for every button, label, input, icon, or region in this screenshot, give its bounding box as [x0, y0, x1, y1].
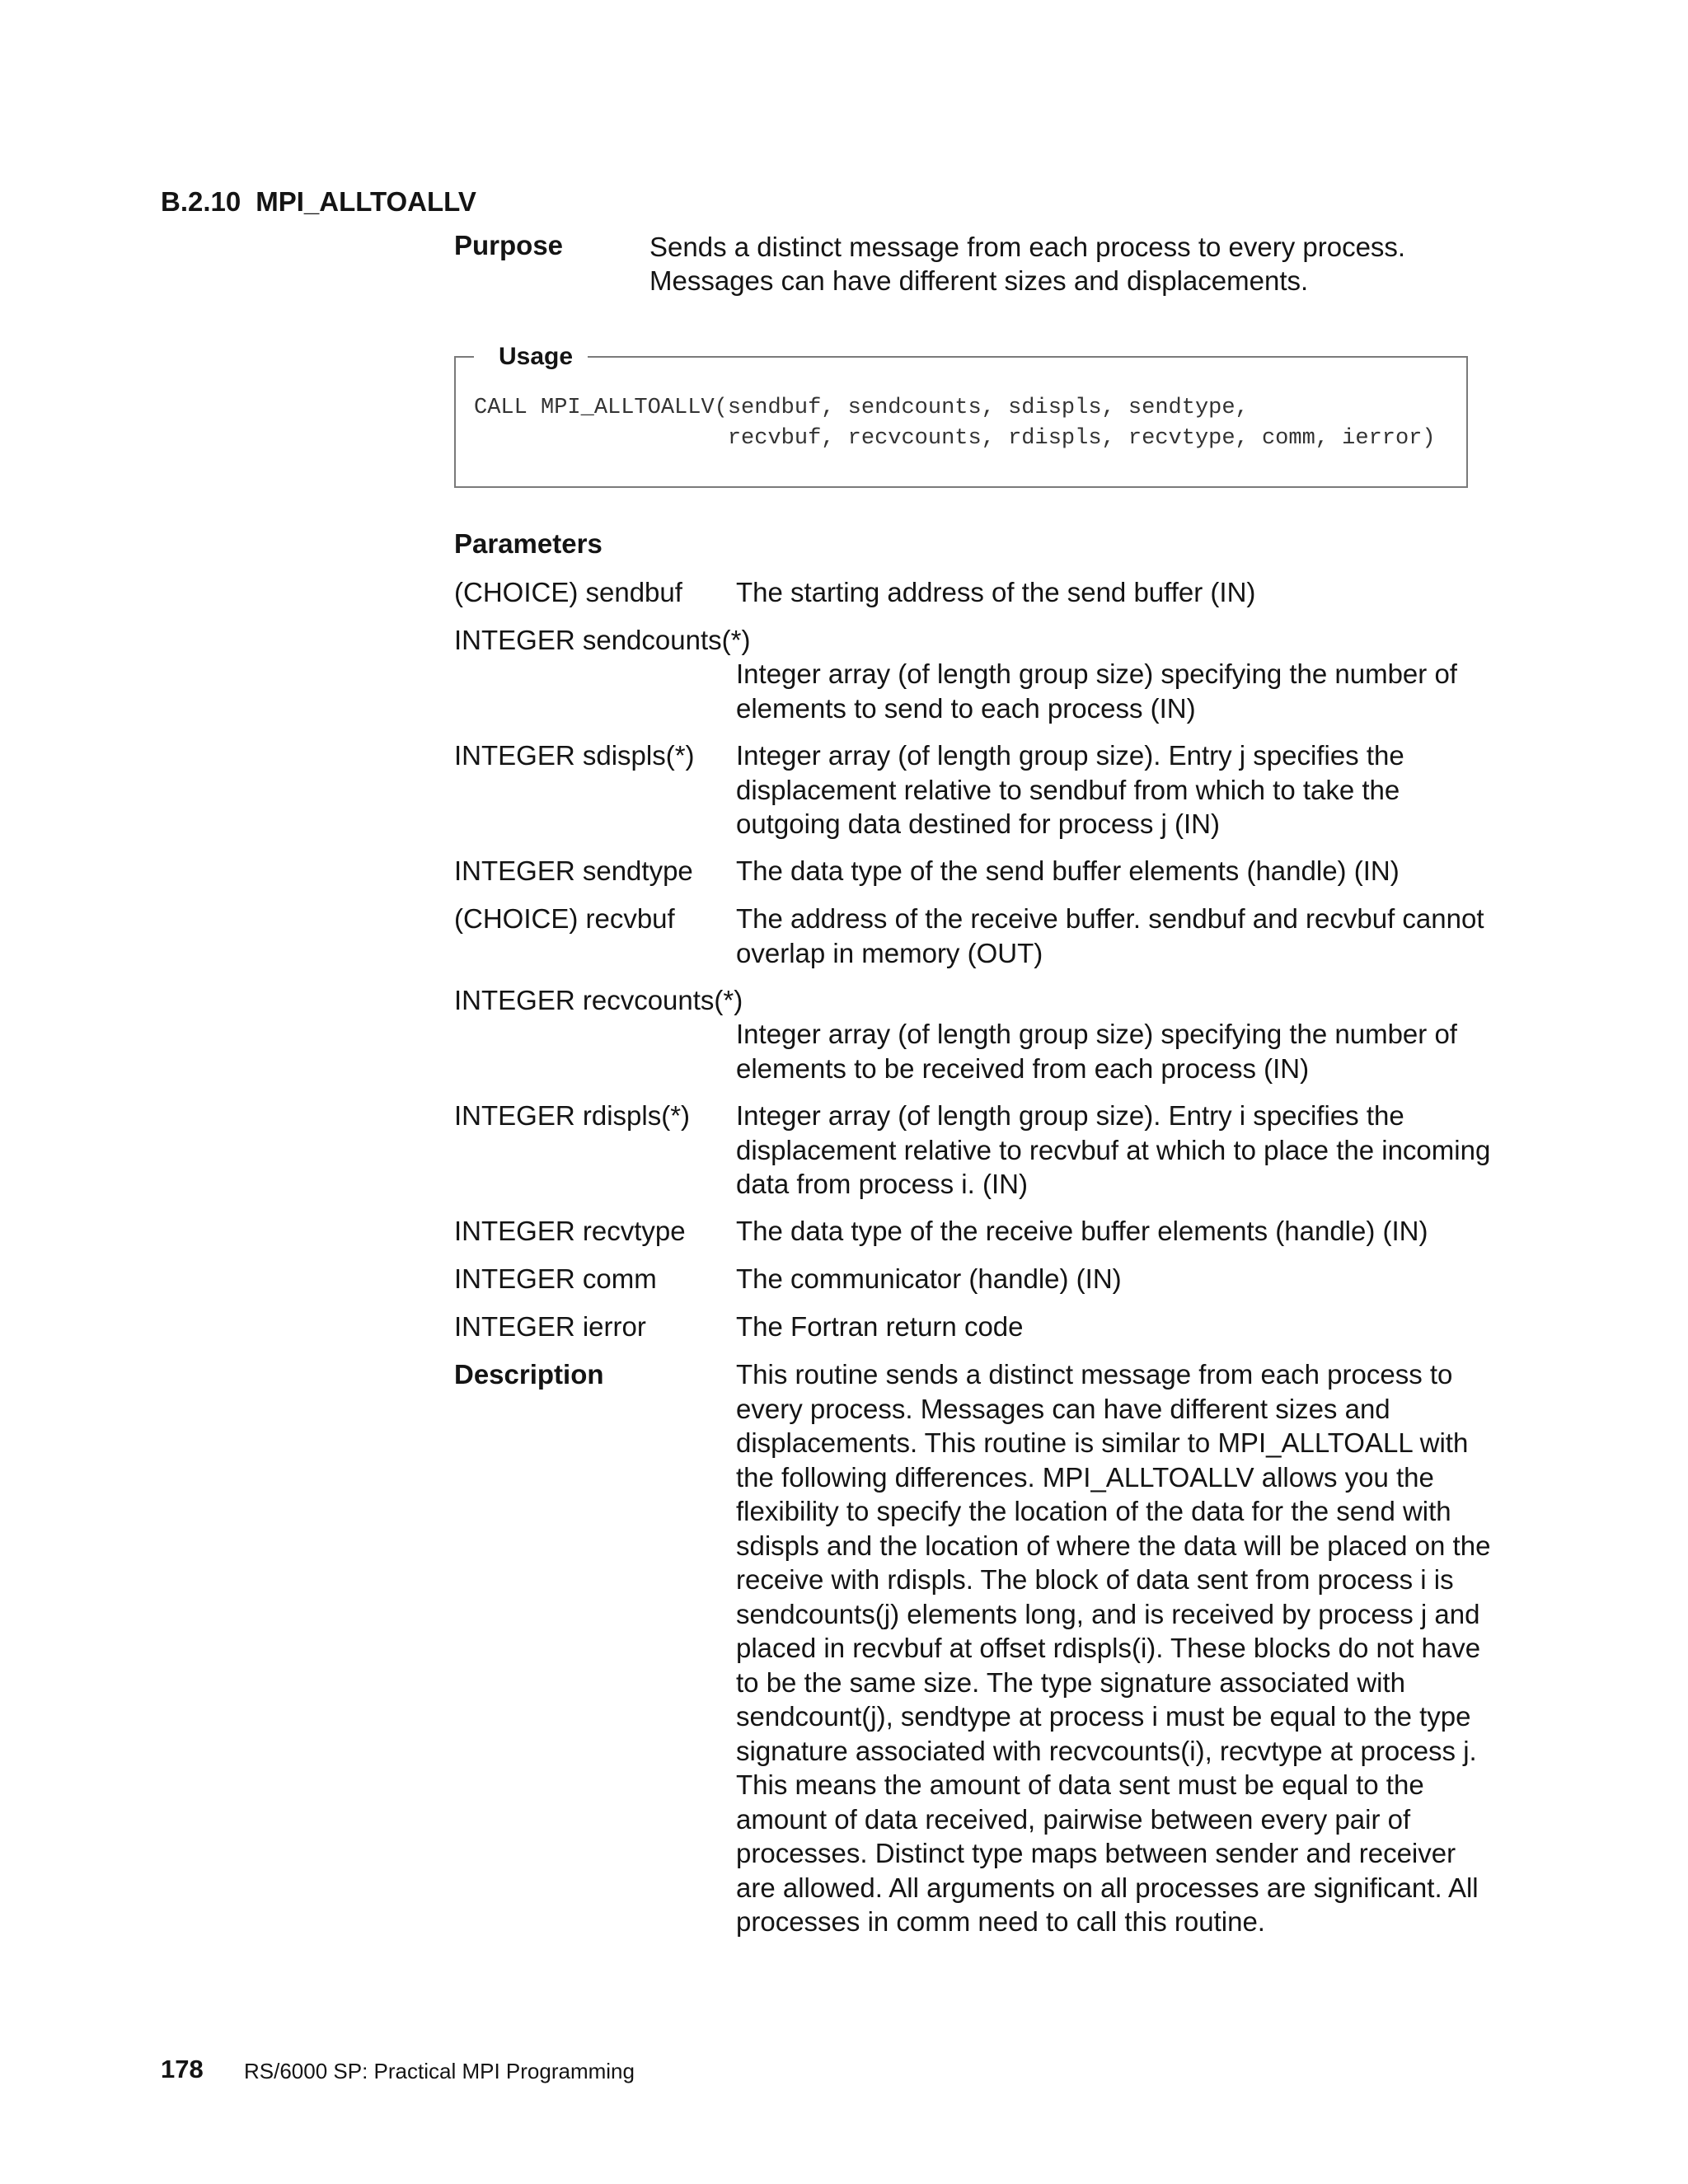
param-name: INTEGER sendtype: [454, 855, 693, 886]
param-desc: The starting address of the send buffer (IN): [736, 577, 1256, 607]
section-title: MPI_ALLTOALLV: [256, 186, 476, 217]
param-desc: Integer array (of length group size) specifying the number of elements to be received from each process (IN): [736, 1019, 1457, 1084]
purpose-text: Sends a distinct message from each process to every process. Messages can have different sizes and displacements.: [649, 232, 1406, 296]
param-desc: The address of the receive buffer. sendbuf and recvbuf cannot overlap in memory (OUT): [736, 903, 1484, 968]
param-name: INTEGER recvtype: [454, 1216, 686, 1246]
section-number: B.2.10: [161, 186, 241, 217]
param-desc: Integer array (of length group size) specifying the number of elements to send to each process (IN): [736, 658, 1457, 724]
param-name: INTEGER recvcounts(*): [454, 985, 743, 1015]
page-number: 178: [161, 2055, 204, 2083]
section-heading: [161, 186, 476, 218]
description-text: This routine sends a distinct message from each process to every process. Messages can have different sizes and displacements. This routine is similar to MPI_ALLTOALL with the following differences. MPI_ALLTOALLV allows you the flexibility to specify the location of the data for the send with sdispls and the location of where the data will be placed on the receive with rdispls. The block of data sent from process i is sendcounts(j) elements long, and is received by process j and placed in recvbuf at offset rdispls(i). These blocks do not have to be the same size. The type signature associated with sendcount(j), sendtype at process i must be equal to the type signature associated with recvcounts(i), recvtype at process j. This means the amount of data sent must be equal to the amount of data received, pairwise between every pair of processes. Distinct type maps between sender and receiver are allowed. All arguments on all processes are significant. All processes in comm need to call this routine.: [736, 1359, 1491, 1937]
book-title: RS/6000 SP: Practical MPI Programming: [244, 2059, 635, 2083]
param-desc: The data type of the receive buffer elements (handle) (IN): [736, 1216, 1428, 1246]
usage-code: [474, 393, 1436, 454]
param-name: (CHOICE) sendbuf: [454, 577, 682, 607]
description-label: Description: [454, 1359, 604, 1390]
purpose-label: Purpose: [454, 230, 564, 260]
usage-code-line-2: recvbuf, recvcounts, rdispls, recvtype, comm, ierror): [474, 426, 1436, 451]
param-name: INTEGER comm: [454, 1263, 657, 1294]
param-desc: Integer array (of length group size). Entry j specifies the displacement relative to sendbuf from which to take the outgoing data destined for process j (IN): [736, 740, 1404, 839]
param-name: INTEGER rdispls(*): [454, 1100, 691, 1131]
param-name: INTEGER sendcounts(*): [454, 625, 751, 655]
param-desc: The communicator (handle) (IN): [736, 1263, 1122, 1294]
param-desc: The data type of the send buffer elements (handle) (IN): [736, 855, 1400, 886]
param-desc: Integer array (of length group size). Entry i specifies the displacement relative to recvbuf at which to place the incoming data from process i. (IN): [736, 1100, 1491, 1199]
param-name: (CHOICE) recvbuf: [454, 903, 675, 934]
param-name: INTEGER ierror: [454, 1311, 646, 1342]
usage-code-line-1: CALL MPI_ALLTOALLV(sendbuf, sendcounts, sdispls, sendtype,: [474, 396, 1249, 420]
usage-title: Usage: [474, 343, 588, 371]
parameters-title: Parameters: [454, 528, 603, 559]
param-name: INTEGER sdispls(*): [454, 740, 695, 771]
param-desc: The Fortran return code: [736, 1311, 1024, 1342]
